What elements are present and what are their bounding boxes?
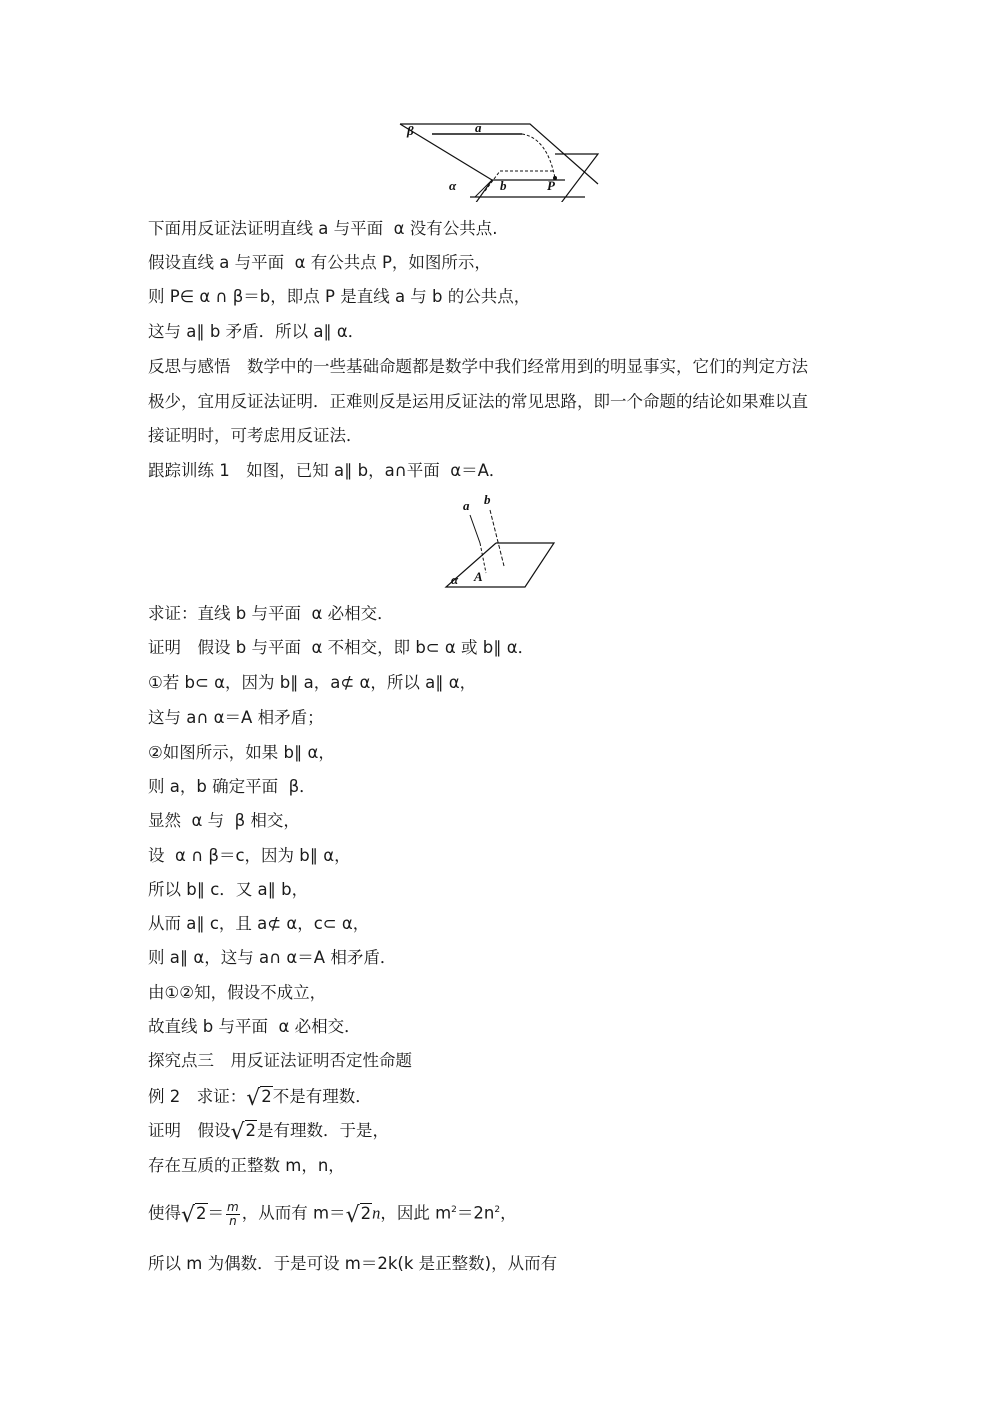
text-line: 存在互质的正整数 m，n， [148, 1156, 345, 1175]
proof-start: 证明 假设√2是有理数．于是， [148, 1120, 390, 1145]
figure-plane-alpha-lines [440, 490, 560, 590]
text-line: 下面用反证法证明直线 a 与平面 α 没有公共点. [148, 219, 498, 238]
label-a: a [475, 120, 482, 135]
text-line: 则 P∈ α ∩ β＝b，即点 P 是直线 a 与 b 的公共点， [148, 287, 531, 306]
text-line: 显然 α 与 β 相交， [148, 811, 300, 830]
text-line: 证明 假设 b 与平面 α 不相交，即 b⊂ α 或 b∥ α． [148, 638, 535, 657]
equation-line: 使得√2＝ $\frac{m}{n}$ ，从而有 m＝√2n，因此 $m^2=2n^2$， [148, 1199, 517, 1228]
label-b: b [484, 492, 491, 507]
fraction: $\frac{m}{n}$ [227, 1199, 239, 1228]
text-line: 则 a∥ α，这与 a∩ α＝A 相矛盾． [148, 948, 397, 967]
sqrt-expression: √2 [246, 1086, 272, 1111]
label-P: P [547, 178, 555, 193]
text-line: 这与 a∥ b 矛盾．所以 a∥ α． [148, 322, 365, 341]
label-b: b [500, 178, 507, 193]
text-line: 反思与感悟 数学中的一些基础命题都是数学中我们经常用到的明显事实，它们的判定方法 [148, 357, 808, 376]
text-line: ②如图所示，如果 b∥ α， [148, 743, 335, 762]
example-2: 例 2 求证：√2不是有理数． [148, 1086, 372, 1111]
text-line: 从而 a∥ c，且 a⊄ α，c⊂ α， [148, 914, 370, 933]
text-line: 设 α ∩ β＝c，因为 b∥ α， [148, 846, 351, 865]
text-line: 假设直线 a 与平面 α 有公共点 P，如图所示， [148, 253, 491, 272]
figure-planes-alpha-beta [395, 118, 605, 202]
text-line: 求证：直线 b 与平面 α 必相交． [148, 604, 394, 623]
text-line: 跟踪训练 1 如图，已知 a∥ b，a∩平面 α＝A． [148, 461, 506, 480]
text-line: 接证明时，可考虑用反证法． [148, 426, 363, 445]
text-line: 所以 m 为偶数．于是可设 m＝2k(k 是正整数)，从而有 [148, 1254, 558, 1273]
text-line: 故直线 b 与平面 α 必相交． [148, 1017, 361, 1036]
label-beta: β [407, 123, 414, 138]
label-alpha: α [451, 572, 459, 587]
label-alpha: α [449, 178, 457, 193]
text-line: 极少，宜用反证法证明．正难则反是运用反证法的常见思路，即一个命题的结论如果难以直 [148, 392, 808, 411]
text-line: 这与 a∩ α＝A 相矛盾； [148, 708, 324, 727]
text-line: 由①②知，假设不成立， [148, 983, 327, 1002]
text-line: 所以 b∥ c．又 a∥ b， [148, 880, 309, 899]
label-A: A [474, 569, 483, 584]
text-line: 则 a，b 确定平面 β． [148, 777, 316, 796]
label-a: a [463, 498, 470, 513]
sqrt-expression: √2 [230, 1120, 257, 1145]
section-heading: 探究点三 用反证法证明否定性命题 [148, 1051, 412, 1070]
text-line: ①若 b⊂ α，因为 b∥ a，a⊄ α，所以 a∥ α， [148, 673, 477, 692]
